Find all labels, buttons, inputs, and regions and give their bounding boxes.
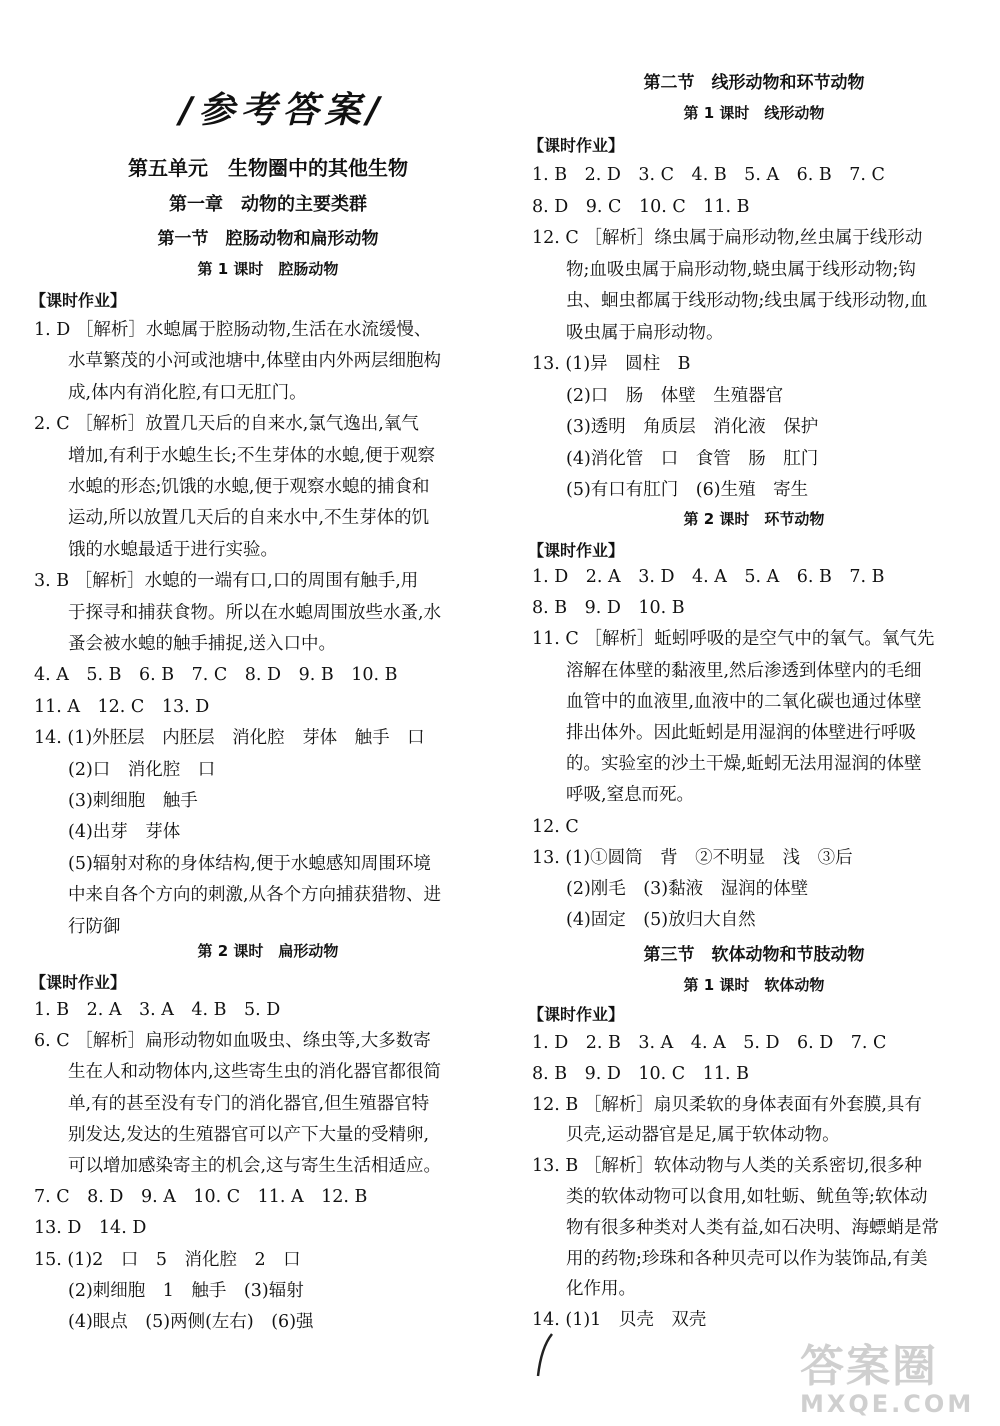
answer-line: 8. D 9. C 10. C 11. B bbox=[532, 196, 750, 217]
answer-line: 于探寻和捕获食物。所以在水螅周围放些水蚤,水 bbox=[68, 602, 442, 623]
answer-line: 7. C 8. D 9. A 10. C 11. A 12. B bbox=[34, 1187, 368, 1208]
answer-line: 14. (1)1 贝壳 双壳 bbox=[532, 1310, 707, 1331]
section-title: 第二节 线形动物和环节动物 bbox=[643, 73, 865, 93]
answer-line: (4)出芽 芽体 bbox=[68, 822, 181, 843]
lesson-title: 第 1 课时 软体动物 bbox=[683, 976, 825, 994]
answer-line: (4)眼点 (5)两侧(左右) (6)强 bbox=[68, 1312, 314, 1332]
answer-line: 成,体内有消化腔,有口无肛门。 bbox=[68, 382, 307, 403]
answer-line: 13. (1)①圆筒 背 ②不明显 浅 ③后 bbox=[532, 847, 853, 868]
answer-line: 吸虫属于扁形动物。 bbox=[566, 322, 724, 343]
answer-line: 11. A 12. C 13. D bbox=[34, 696, 210, 717]
answer-line: 的。实验室的沙土干燥,蚯蚓无法用湿润的体壁 bbox=[566, 754, 922, 775]
answer-line: 13. (1)异 圆柱 B bbox=[532, 354, 691, 374]
section-title: 第一节 腔肠动物和扁形动物 bbox=[157, 229, 379, 249]
answer-line: (2)刺细胞 1 触手 (3)辐射 bbox=[68, 1280, 304, 1301]
answer-line: 11. C ［解析］蚯蚓呼吸的是空气中的氧气。氧气先 bbox=[532, 629, 935, 650]
answer-line: 可以增加感染寄主的机会,这与寄生生活相适应。 bbox=[68, 1156, 442, 1176]
watermark-url: MXQE.COM bbox=[800, 1390, 975, 1418]
answer-line: 1. D 2. A 3. D 4. A 5. A 6. B 7. B bbox=[532, 567, 885, 587]
section-tag: 【课时作业】 bbox=[30, 973, 127, 992]
answer-line: 溶解在体壁的黏液里,然后渗透到体壁内的毛细 bbox=[566, 660, 922, 681]
answer-line: 蚤会被水螅的触手捕捉,送入口中。 bbox=[68, 634, 337, 654]
answer-line: 中来自各个方向的刺激,从各个方向捕获猎物、进 bbox=[68, 885, 442, 906]
answer-line: 水螅的形态;饥饿的水螅,便于观察水螅的捕食和 bbox=[68, 477, 430, 497]
answer-line: 15. (1)2 口 5 消化腔 2 口 bbox=[34, 1249, 301, 1270]
section-tag: 【课时作业】 bbox=[528, 1005, 625, 1024]
unit-title: 第五单元 生物圈中的其他生物 bbox=[128, 156, 408, 180]
answer-line: 物;血吸虫属于扁形动物,蛲虫属于线形动物;钩 bbox=[566, 259, 916, 280]
lesson-title: 第 1 课时 腔肠动物 bbox=[197, 260, 339, 278]
answer-line: (2)刚毛 (3)黏液 湿润的体壁 bbox=[566, 879, 809, 899]
answer-line: 贝壳,运动器官是足,属于软体动物。 bbox=[566, 1125, 840, 1146]
pen-mark bbox=[530, 1330, 560, 1380]
answer-line: 别发达,发达的生殖器官可以产下大量的受精卵, bbox=[68, 1124, 430, 1145]
answer-line: 4. A 5. B 6. B 7. C 8. D 9. B 10. B bbox=[34, 665, 398, 686]
answer-line: 2. C ［解析］放置几天后的自来水,氯气逸出,氧气 bbox=[34, 414, 419, 435]
answer-line: 用的药物;珍珠和各种贝壳可以作为装饰品,有美 bbox=[566, 1248, 928, 1269]
section-tag: 【课时作业】 bbox=[30, 291, 127, 310]
answer-line: 增加,有利于水螅生长;不生芽体的水螅,便于观察 bbox=[68, 445, 436, 466]
answer-line: 呼吸,窒息而死。 bbox=[566, 785, 695, 806]
answer-line: 生在人和动物体内,这些寄生虫的消化器官都很简 bbox=[68, 1062, 442, 1083]
answer-line: 8. B 9. D 10. B bbox=[532, 598, 685, 619]
answer-line: 行防御 bbox=[68, 916, 121, 937]
answer-line: (5)辐射对称的身体结构,便于水螅感知周围环境 bbox=[68, 853, 431, 874]
answer-line: 化作用。 bbox=[566, 1279, 636, 1300]
section-tag: 【课时作业】 bbox=[528, 136, 625, 155]
answer-banner: /参考答案/ bbox=[179, 90, 386, 131]
answer-line: 3. B ［解析］水螅的一端有口,口的周围有触手,用 bbox=[34, 571, 419, 592]
answer-line: 8. B 9. D 10. C 11. B bbox=[532, 1063, 749, 1084]
answer-line: 14. (1)外胚层 内胚层 消化腔 芽体 触手 口 bbox=[34, 728, 425, 749]
answer-line: (2)口 肠 体壁 生殖器官 bbox=[566, 385, 784, 406]
answer-line: 运动,所以放置几天后的自来水中,不生芽体的饥 bbox=[68, 508, 430, 529]
answer-line: 6. C ［解析］扁形动物如血吸虫、绦虫等,大多数寄 bbox=[34, 1031, 431, 1052]
answer-line: 单,有的甚至没有专门的消化器官,但生殖器官特 bbox=[68, 1093, 430, 1114]
lesson-title: 第 2 课时 扁形动物 bbox=[197, 942, 339, 960]
answer-line: 13. B ［解析］软体动物与人类的关系密切,很多种 bbox=[532, 1156, 922, 1177]
lesson-title: 第 2 课时 环节动物 bbox=[683, 510, 825, 528]
answer-line: 1. B 2. A 3. A 4. B 5. D bbox=[34, 1000, 281, 1020]
answer-line: 物有很多种类对人类有益,如石决明、海螵蛸是常 bbox=[566, 1217, 940, 1238]
answer-line: 1. D ［解析］水螅属于腔肠动物,生活在水流缓慢、 bbox=[34, 320, 432, 340]
lesson-title: 第 1 课时 线形动物 bbox=[683, 104, 825, 122]
answer-line: 饿的水螅最适于进行实验。 bbox=[68, 539, 278, 560]
answer-line: 排出体外。因此蚯蚓是用湿润的体壁进行呼吸 bbox=[566, 723, 916, 743]
answer-line: 虫、蛔虫都属于线形动物;线虫属于线形动物,血 bbox=[566, 291, 928, 311]
answer-line: (4)固定 (5)放归大自然 bbox=[566, 910, 756, 931]
answer-line: (3)刺细胞 触手 bbox=[68, 791, 198, 811]
answer-line: (3)透明 角质层 消化液 保护 bbox=[566, 417, 819, 437]
watermark-logo bbox=[800, 1330, 990, 1418]
answer-line: (2)口 消化腔 口 bbox=[68, 759, 216, 780]
answer-line: 血管中的血液里,血液中的二氧化碳也通过体壁 bbox=[566, 691, 922, 712]
answer-line: 1. B 2. D 3. C 4. B 5. A 6. B 7. C bbox=[532, 165, 885, 185]
section-tag: 【课时作业】 bbox=[528, 541, 625, 560]
answer-line: 13. D 14. D bbox=[34, 1218, 147, 1239]
answer-line: 水草繁茂的小河或池塘中,体壁由内外两层细胞构 bbox=[68, 351, 442, 372]
answer-line: 12. C ［解析］绦虫属于扁形动物,丝虫属于线形动 bbox=[532, 228, 923, 248]
chapter-title: 第一章 动物的主要类群 bbox=[169, 194, 367, 215]
answer-line: (4)消化管 口 食管 肠 肛门 bbox=[566, 448, 819, 469]
answer-line: 1. D 2. B 3. A 4. A 5. D 6. D 7. C bbox=[532, 1033, 887, 1053]
answer-line: 12. B ［解析］扇贝柔软的身体表面有外套膜,具有 bbox=[532, 1094, 922, 1115]
answer-line: 类的软体动物可以食用,如牡蛎、鱿鱼等;软体动 bbox=[566, 1187, 928, 1207]
answer-line: (5)有口有肛门 (6)生殖 寄生 bbox=[566, 480, 809, 500]
section-title: 第三节 软体动物和节肢动物 bbox=[643, 945, 865, 965]
watermark-text: 答案圈 bbox=[800, 1341, 938, 1392]
answer-line: 12. C bbox=[532, 816, 579, 837]
